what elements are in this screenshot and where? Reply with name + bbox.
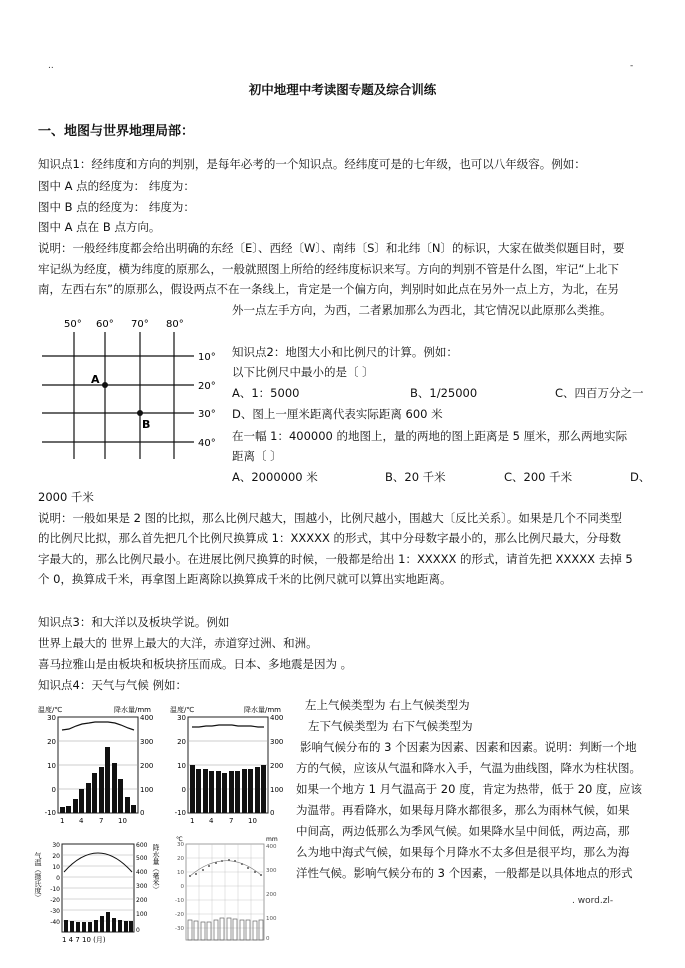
temp-curve bbox=[192, 725, 264, 727]
precip-unit: mm bbox=[266, 836, 278, 843]
kp2-q2-option-a: A、2000000 米 bbox=[232, 470, 318, 484]
kp1-question-1: 图中 A 点的经度为： 纬度为： bbox=[38, 179, 195, 193]
page-title: 初中地理中考读图专题及综合训练 bbox=[248, 82, 437, 97]
kp4-line: 洋性气候。影响气候分布的 3 个因素，一般都是以具体地点的形式 bbox=[296, 866, 633, 880]
svg-text:0: 0 bbox=[266, 936, 270, 942]
header-right-mark: - bbox=[630, 61, 634, 71]
kp2-q2-option-c: C、200 千米 bbox=[504, 470, 573, 484]
svg-text:7: 7 bbox=[99, 817, 104, 825]
precip-axis-label: 降水量/mm bbox=[244, 706, 281, 714]
lon-label: 50° bbox=[64, 319, 82, 330]
kp4-line: 中间高，两边低那么为季风气候。如果降水呈中间低，两边高，那 bbox=[296, 824, 630, 838]
svg-text:10: 10 bbox=[118, 817, 127, 825]
svg-text:0: 0 bbox=[270, 809, 275, 817]
svg-text:200: 200 bbox=[140, 762, 154, 770]
kp3-line: 喜马拉雅山是由板块和板块挤压而成。日本、多地震是因为 。 bbox=[38, 657, 353, 671]
kp2-question-1: 以下比例尺中最小的是〔 〕 bbox=[232, 365, 374, 379]
kp2-note-line: 说明：一般如果是 2 图的比拟，那么比例尺越大，围越小，比例尺越小，围越大〔反比关系〕。如果是几个不同类型 bbox=[38, 511, 622, 525]
svg-text:0: 0 bbox=[56, 875, 60, 882]
svg-text:200: 200 bbox=[266, 892, 277, 898]
kp1-note-line: 南，左西右东”的原那么，假设两点不在一条线上，肯定是一个偏方向，判别时如此点在另外一点上方，为北，在另 bbox=[38, 282, 619, 296]
svg-text:400: 400 bbox=[136, 869, 148, 876]
kp2-question-2-cont: 距离〔 〕 bbox=[232, 449, 282, 463]
kp4-intro: 知识点4：天气与气候 例如： bbox=[38, 678, 187, 692]
svg-text:-30: -30 bbox=[175, 926, 184, 932]
svg-text:-10: -10 bbox=[175, 898, 184, 904]
lon-label: 60° bbox=[96, 319, 114, 330]
lat-long-grid-map bbox=[36, 314, 222, 464]
kp4-line: 为温带。再看降水，如果每月降水都很多，那么为雨林气候，如果 bbox=[296, 803, 630, 817]
temp-axis-label: 温度/℃ bbox=[38, 706, 63, 714]
svg-text:10: 10 bbox=[47, 762, 56, 770]
svg-text:100: 100 bbox=[136, 911, 148, 918]
month-axis: 1 4 7 10 (月) bbox=[62, 936, 106, 944]
kp2-option-b: B、1/25000 bbox=[410, 386, 478, 400]
precip-bars bbox=[60, 747, 136, 813]
svg-text:10: 10 bbox=[177, 870, 184, 876]
svg-text:100: 100 bbox=[266, 916, 277, 922]
lon-label: 70° bbox=[131, 319, 149, 330]
svg-text:600: 600 bbox=[136, 842, 148, 849]
kp2-option-c: C、四百万分之一 bbox=[555, 386, 644, 400]
kp1-note-line: 牢记纵为经度，横为纬度的原那么，一般就照图上所给的经纬度标识来写。方向的判别不管是什么图，牢记“上北下 bbox=[38, 262, 619, 276]
kp2-option-d: D、图上一厘米距离代表实际距离 600 米 bbox=[232, 407, 443, 421]
kp2-option-a: A、1：5000 bbox=[232, 386, 300, 400]
svg-text:400: 400 bbox=[266, 844, 277, 850]
kp2-q2-option-b: B、20 千米 bbox=[385, 470, 446, 484]
kp4-line: 么为地中海式气候，如果每个月降水不太多但是很平均，那么为海 bbox=[296, 845, 630, 859]
kp4-line: 左上气候类型为 右上气候类型为 bbox=[305, 698, 470, 712]
climate-chart-top-left bbox=[36, 703, 166, 829]
svg-text:-10: -10 bbox=[50, 886, 60, 893]
svg-text:200: 200 bbox=[136, 897, 148, 904]
lat-label: 40° bbox=[198, 438, 216, 449]
svg-text:7: 7 bbox=[229, 817, 234, 825]
climate-chart-bottom-right bbox=[170, 834, 294, 946]
svg-text:30: 30 bbox=[177, 714, 186, 722]
kp3-line: 世界上最大的 世界上最大的大洋，赤道穿过洲、和洲。 bbox=[38, 636, 318, 650]
svg-text:20: 20 bbox=[47, 738, 56, 746]
point-b-label: B bbox=[142, 418, 151, 431]
svg-text:20: 20 bbox=[177, 738, 186, 746]
svg-text:0: 0 bbox=[51, 786, 56, 794]
temp-unit: ℃ bbox=[176, 836, 183, 843]
kp2-question-2: 在一幅 1：400000 的地图上，量的两地的图上距离是 5 厘米，那么两地实际 bbox=[232, 429, 628, 443]
kp2-note-line: 的比例尺比拟，那么首先把几个比例尺换算成 1：XXXXX 的形式，其中分母数字最小的，那么比例尺最大，分母数 bbox=[38, 531, 622, 545]
kp3-intro: 知识点3：和大洋以及板块学说。例如 bbox=[38, 615, 230, 629]
climate-chart-top-right bbox=[168, 703, 294, 829]
kp1-question-3: 图中 A 点在 B 点方向。 bbox=[38, 220, 161, 234]
kp2-q2-option-d: D、 bbox=[630, 470, 651, 484]
svg-text:200: 200 bbox=[270, 762, 284, 770]
svg-text:30: 30 bbox=[47, 714, 56, 722]
svg-text:0: 0 bbox=[140, 809, 145, 817]
svg-text:0: 0 bbox=[136, 927, 140, 934]
precip-axis-label: 降水量（毫米） bbox=[152, 844, 160, 893]
point-b-marker bbox=[137, 410, 143, 416]
svg-text:30: 30 bbox=[52, 842, 60, 849]
svg-text:20: 20 bbox=[177, 856, 184, 862]
svg-text:300: 300 bbox=[140, 738, 154, 746]
temp-axis-label: 气温（摄氏度） bbox=[34, 852, 42, 901]
point-a-label: A bbox=[91, 373, 100, 386]
temp-curve bbox=[62, 722, 134, 730]
svg-text:1: 1 bbox=[190, 817, 195, 825]
svg-text:0: 0 bbox=[180, 884, 184, 890]
svg-text:400: 400 bbox=[140, 714, 154, 722]
svg-text:400: 400 bbox=[270, 714, 284, 722]
svg-text:0: 0 bbox=[181, 786, 186, 794]
svg-text:10: 10 bbox=[52, 864, 60, 871]
header-left-mark: .. bbox=[48, 61, 54, 71]
precip-bars bbox=[64, 912, 133, 932]
svg-text:20: 20 bbox=[52, 853, 60, 860]
kp2-note-line: 个 0，换算成千米，再拿图上距离除以换算成千米的比例尺就可以算出实地距离。 bbox=[38, 572, 452, 586]
kp1-intro: 知识点1：经纬度和方向的判别，是每年必考的一个知识点。经纬度可是的七年级，也可以八年级容。例如： bbox=[38, 157, 586, 171]
svg-text:500: 500 bbox=[136, 855, 148, 862]
svg-text:-10: -10 bbox=[174, 809, 186, 817]
svg-text:100: 100 bbox=[270, 786, 284, 794]
lat-label: 30° bbox=[198, 409, 216, 420]
svg-text:-20: -20 bbox=[50, 897, 60, 904]
temp-axis-label: 温度/℃ bbox=[170, 706, 195, 714]
svg-text:10: 10 bbox=[248, 817, 257, 825]
svg-text:-40: -40 bbox=[50, 919, 60, 926]
section-heading: 一、地图与世界地理局部： bbox=[38, 124, 195, 139]
climate-chart-bottom-left bbox=[36, 838, 166, 948]
lon-label: 80° bbox=[166, 319, 184, 330]
precip-bars bbox=[188, 918, 263, 940]
kp4-line: 方的气候，应该从气温和降水入手，气温为曲线图，降水为柱状图。 bbox=[296, 761, 641, 775]
lat-label: 10° bbox=[198, 352, 216, 363]
svg-text:300: 300 bbox=[266, 868, 277, 874]
svg-text:300: 300 bbox=[270, 738, 284, 746]
svg-text:1: 1 bbox=[60, 817, 65, 825]
footer-mark: . word.zl- bbox=[572, 896, 614, 906]
kp1-note-line: 外一点左手方向，为西，二者累加那么为西北，其它情况以此原那么类推。 bbox=[232, 303, 612, 317]
kp4-line: 如果一个地方 1 月气温高于 20 度，肯定为热带，低于 20 度，应该 bbox=[296, 782, 643, 796]
svg-text:-20: -20 bbox=[175, 912, 184, 918]
precip-axis-label: 降水量/mm bbox=[114, 706, 151, 714]
kp1-note-line: 说明：一般经纬度都会给出明确的东经〔E〕、西经〔W〕、南纬〔S〕和北纬〔N〕的标识，大家在做类似题目时，要 bbox=[38, 241, 625, 255]
svg-text:300: 300 bbox=[136, 883, 148, 890]
svg-text:-30: -30 bbox=[50, 908, 60, 915]
svg-text:10: 10 bbox=[177, 762, 186, 770]
kp2-note-line: 字最大的，那么比例尺最小。在进展比例尺换算的时候，一般都是给出 1：XXXXX 的形式，请首先把 XXXXX 去掉 5 bbox=[38, 552, 633, 566]
svg-text:30: 30 bbox=[177, 842, 184, 848]
temp-curve bbox=[64, 853, 132, 872]
svg-text:-10: -10 bbox=[44, 809, 56, 817]
svg-text:100: 100 bbox=[140, 786, 154, 794]
lat-label: 20° bbox=[198, 381, 216, 392]
temp-curve bbox=[190, 861, 261, 876]
kp2-intro: 知识点2：地图大小和比例尺的计算。例如： bbox=[232, 345, 458, 359]
svg-text:4: 4 bbox=[209, 817, 214, 825]
point-a-marker bbox=[102, 382, 108, 388]
svg-text:4: 4 bbox=[79, 817, 84, 825]
kp4-line: 左下气候类型为 右下气候类型为 bbox=[308, 719, 473, 733]
kp1-question-2: 图中 B 点的经度为： 纬度为： bbox=[38, 200, 195, 214]
kp2-q2-option-d-value: 2000 千米 bbox=[38, 490, 94, 504]
kp4-line: 影响气候分布的 3 个因素为因素、因素和因素。说明：判断一个地 bbox=[300, 740, 637, 754]
